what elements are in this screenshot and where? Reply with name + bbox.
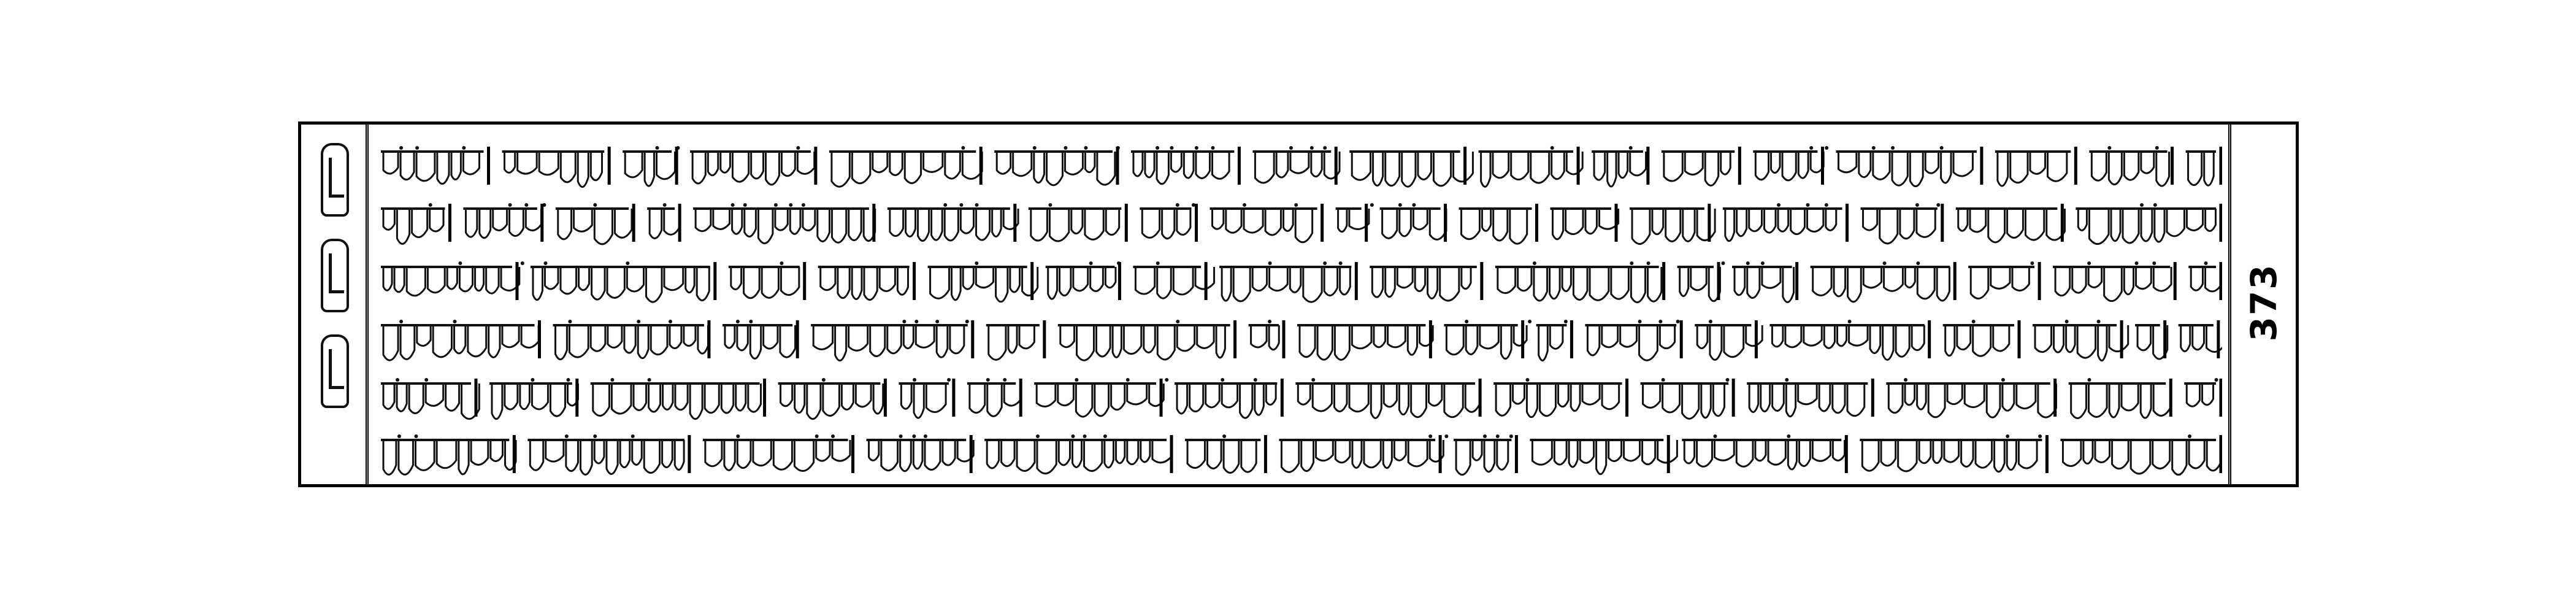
text-line-4 [375,312,2222,364]
right-margin [2228,125,2296,484]
page-number: 373 [2242,263,2285,342]
margin-glyph-2 [321,239,349,312]
manuscript-folio [298,121,2299,487]
tibetan-text-block [375,125,2222,484]
text-line-1 [375,138,2222,191]
margin-glyph-3 [321,334,349,408]
text-line-6 [375,426,2222,479]
tibetan-folio-label-icon [320,143,350,462]
margin-glyph-1 [321,143,349,217]
text-line-5 [375,370,2222,423]
text-line-2 [375,195,2222,248]
left-margin [301,125,369,484]
text-line-3 [375,253,2222,306]
